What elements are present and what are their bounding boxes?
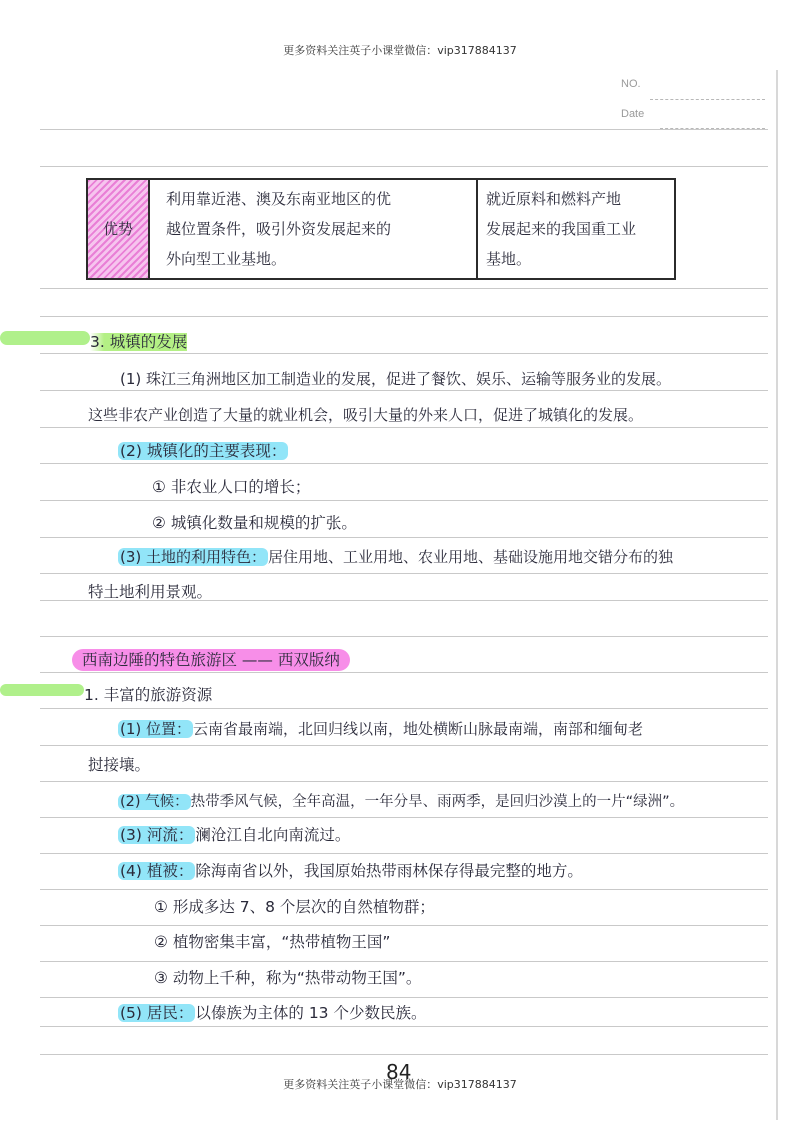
page-edge <box>776 70 778 1120</box>
xsbn-vegetation-line <box>118 859 583 881</box>
section3-heading-text: 3. 城镇的发展 <box>90 333 188 351</box>
xsbn-sub1: 1. 丰富的旅游资源 <box>84 686 213 704</box>
page-number: 84 <box>386 1060 412 1084</box>
section3-p3-label: (3) 土地的利用特色： <box>120 548 267 566</box>
xsbn-title <box>72 648 350 670</box>
section3-p2-heading-text: (2) 城镇化的主要表现： <box>120 442 287 460</box>
table-left-line: 利用靠近港、澳及东南亚地区的优 <box>166 190 392 208</box>
section3-p1-line1: (1) 珠江三角洲地区加工制造业的发展，促进了餐饮、娱乐、运输等服务业的发展。 <box>120 370 672 388</box>
green-highlight-stroke <box>0 331 90 345</box>
xsbn-climate-label: (2) 气候： <box>120 794 189 810</box>
table-divider <box>476 180 478 278</box>
xsbn-vegetation-item1: ① 形成多达 7、8 个层次的自然植物群； <box>154 898 435 916</box>
xsbn-location-line1 <box>118 718 643 739</box>
table-row-label: 优势 <box>102 220 133 238</box>
table-right-line: 发展起来的我国重工业 <box>486 220 637 238</box>
xsbn-vegetation-text: 除海南省以外，我国原始热带雨林保存得最完整的地方。 <box>195 862 583 880</box>
xsbn-climate-text: 热带季风气候，全年高温，一年分旱、雨两季，是回归沙漠上的一片“绿洲”。 <box>190 794 685 810</box>
xsbn-location-label: (1) 位置： <box>120 720 192 738</box>
green-highlight-stroke <box>0 684 84 696</box>
xsbn-location-text: 云南省最南端，北回归线以南，地处横断山脉最南端，南部和缅甸老 <box>193 720 644 738</box>
section3-p3-text: 居住用地、工业用地、农业用地、基础设施用地交错分布的独 <box>268 548 674 566</box>
section3-p2-item1: ① 非农业人口的增长； <box>152 478 311 496</box>
xsbn-location-line2: 挝接壤。 <box>88 756 151 774</box>
section3-p3-line2: 特土地利用景观。 <box>88 583 213 601</box>
xsbn-river-text: 澜沧江自北向南流过。 <box>195 826 351 844</box>
table-left-line: 外向型工业基地。 <box>166 250 287 268</box>
notebook-date-label: Date <box>621 108 645 120</box>
section3-p1-line2: 这些非农产业创造了大量的就业机会，吸引大量的外来人口，促进了城镇化的发展。 <box>88 406 644 424</box>
table-right-line: 就近原料和燃料产地 <box>486 190 622 208</box>
xsbn-vegetation-label: (4) 植被： <box>120 862 194 880</box>
xsbn-vegetation-item3: ③ 动物上千种，称为“热带动物王国”。 <box>154 969 422 987</box>
table-label-cell <box>88 180 150 278</box>
section3-p2-heading <box>118 439 288 461</box>
table-right-line: 基地。 <box>486 250 532 268</box>
no-dotted-line <box>650 99 765 100</box>
table-left-line: 越位置条件，吸引外资发展起来的 <box>166 220 392 238</box>
table-right-cell <box>486 184 636 274</box>
xsbn-residents-text: 以傣族为主体的 13 个少数民族。 <box>195 1004 427 1022</box>
watermark-bottom: 更多资料关注英子小课堂微信：vip317884137 <box>283 1078 517 1091</box>
xsbn-river-line <box>118 823 350 845</box>
section3-heading <box>90 330 187 352</box>
section3-p3-line1 <box>118 546 673 567</box>
xsbn-residents-line <box>118 1001 426 1023</box>
xsbn-river-label: (3) 河流： <box>120 826 194 844</box>
section3-p2-item2: ② 城镇化数量和规模的扩张。 <box>152 514 357 532</box>
xsbn-climate-line <box>118 790 684 811</box>
xsbn-residents-label: (5) 居民： <box>120 1004 194 1022</box>
xsbn-vegetation-item2: ② 植物密集丰富，“热带植物王国” <box>154 933 391 951</box>
notebook-no-label: NO. <box>621 78 641 90</box>
watermark-top: 更多资料关注英子小课堂微信：vip317884137 <box>283 44 517 57</box>
table-left-cell <box>166 184 391 274</box>
xsbn-title-text: 西南边陲的特色旅游区 —— 西双版纳 <box>72 649 350 671</box>
